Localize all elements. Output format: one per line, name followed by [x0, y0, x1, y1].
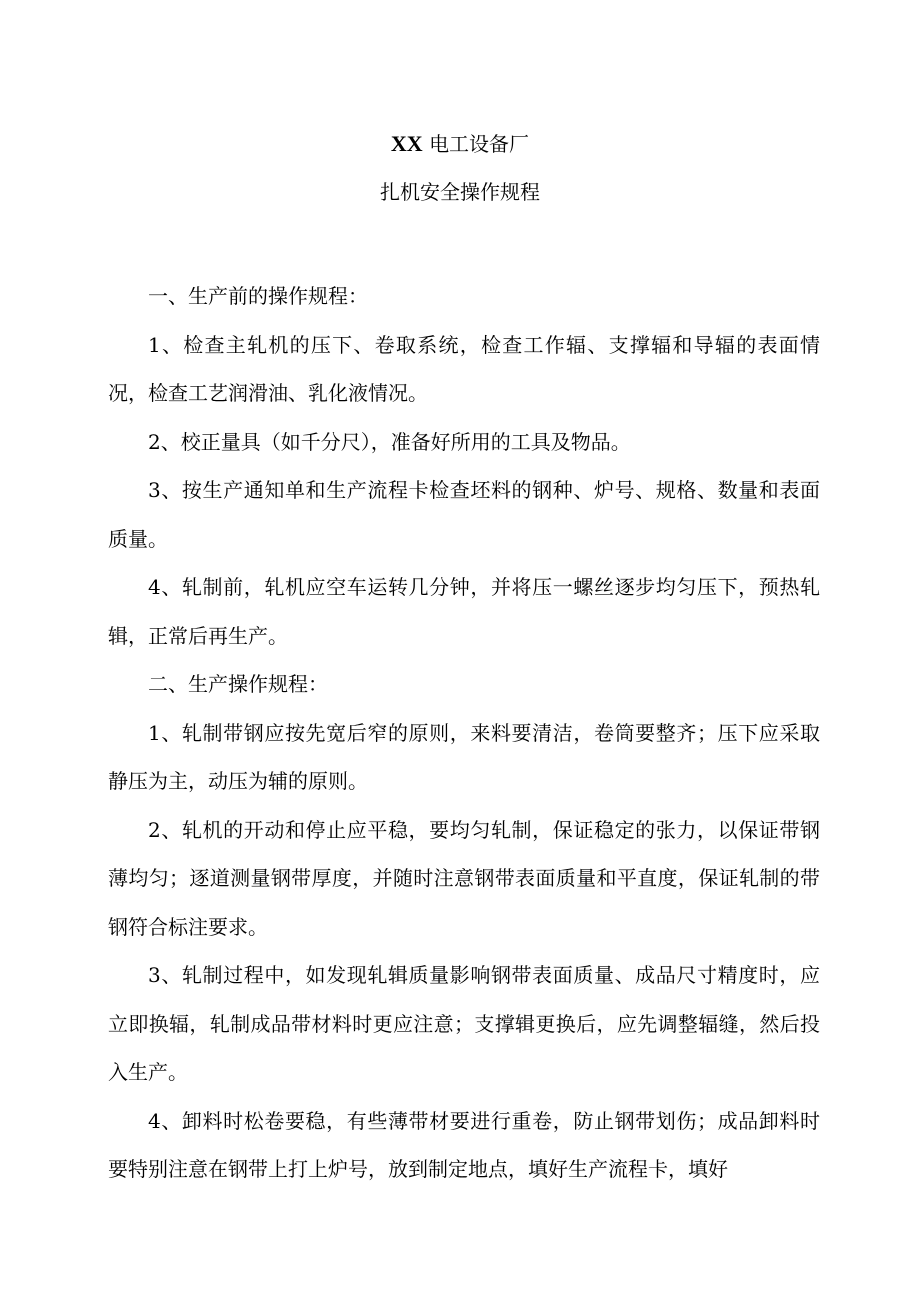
organization-name: 电工设备厂 [429, 132, 530, 156]
paragraph: 4、轧制前，轧机应空车运转几分钟，并将压一螺丝逐步均匀压下，预热轧辑，正常后再生产。 [108, 575, 820, 648]
paragraph: 1、检查主轧机的压下、卷取系统，检查工作辐、支撑辐和导辐的表面情况，检查工艺润滑油、乳化液情况。 [108, 332, 820, 405]
paragraph: 4、卸料时松卷要稳，有些薄带材要进行重卷，防止钢带划伤；成品卸料时要特别注意在钢带上打上炉号，放到制定地点，填好生产流程卡，填好 [108, 1108, 820, 1181]
organization-prefix: XX [390, 131, 423, 156]
organization-title [0, 130, 920, 158]
section-heading-pre-production: 一、生产前的操作规程： [148, 284, 368, 308]
paragraph: 2、轧机的开动和停止应平稳，要均匀轧制，保证稳定的张力，以保证带钢薄均匀；逐道测量钢带厚度，并随时注意钢带表面质量和平直度，保证轧制的带钢符合标注要求。 [108, 817, 820, 939]
paragraph: 2、校正量具（如千分尺），准备好所用的工具及物品。 [148, 429, 631, 454]
paragraph: 3、按生产通知单和生产流程卡检查坯料的钢种、炉号、规格、数量和表面质量。 [108, 478, 820, 551]
paragraph: 3、轧制过程中，如发现轧辑质量影响钢带表面质量、成品尺寸精度时，应立即换辐，轧制成品带材料时更应注意；支撑辑更换后，应先调整辐缝，然后投入生产。 [108, 963, 820, 1084]
section-heading-production: 二、生产操作规程： [148, 672, 328, 696]
document-body [108, 272, 820, 1194]
document-title: 扎机安全操作规程 [380, 180, 540, 204]
paragraph: 1、轧制带钢应按先宽后窄的原则，来料要清洁，卷筒要整齐；压下应采取静压为主，动压为辅的原则。 [108, 720, 820, 793]
